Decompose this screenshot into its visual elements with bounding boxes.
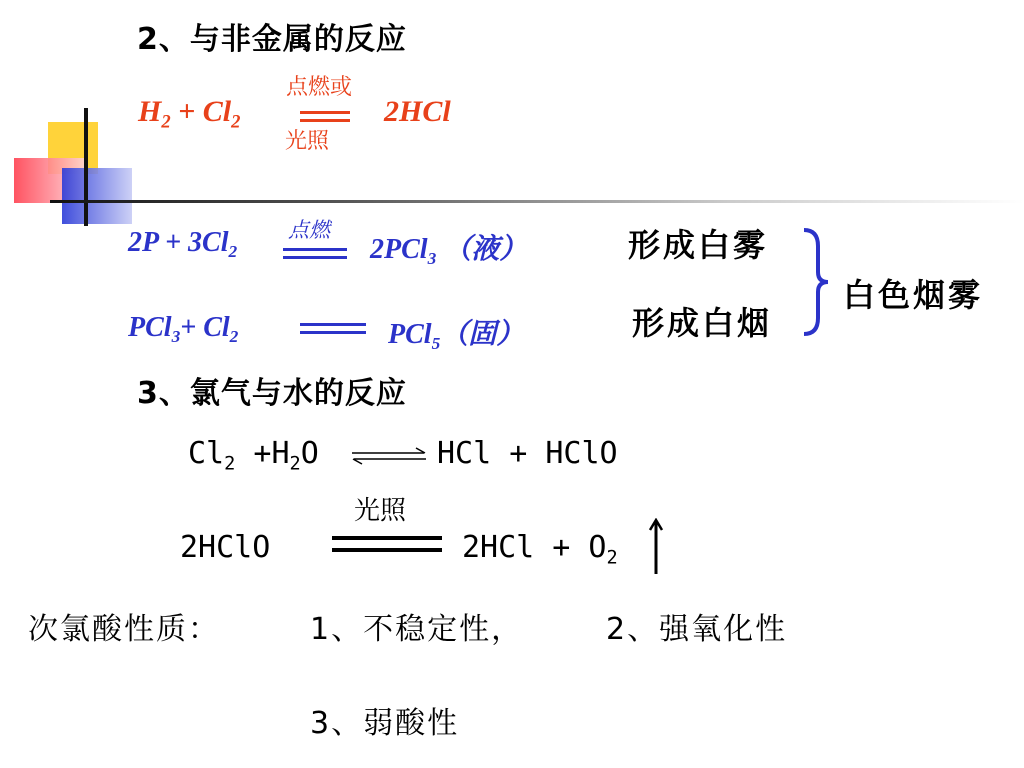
reactant-hclo: 2HClO	[180, 530, 271, 565]
reactants: 2P + 3Cl	[128, 227, 229, 258]
product-pcl3	[370, 227, 527, 267]
observation-white-fog: 形成白雾	[628, 226, 769, 264]
subscript: 2	[606, 547, 618, 569]
subscript: 3	[427, 249, 437, 269]
observation-white-smoke: 形成白烟	[632, 304, 773, 342]
equation-p-cl2	[128, 227, 238, 262]
equals-bar	[332, 536, 442, 540]
condition-ignite-or-light: 点燃或	[286, 75, 353, 100]
subscript: 2	[161, 111, 171, 133]
condition-light: 光照	[285, 129, 330, 154]
subscript: 2	[224, 453, 236, 475]
subscript: 2	[229, 327, 239, 347]
equals-bar	[332, 548, 442, 552]
reactant-cl2: + Cl	[180, 312, 230, 343]
subscript: 2	[228, 242, 238, 262]
hclo-properties-label: 次氯酸性质：	[28, 612, 220, 647]
state-liquid: （液）	[443, 234, 528, 265]
reactant-h: H	[138, 95, 162, 128]
gas-up-arrow-icon	[648, 518, 664, 576]
products-hcl-o2	[462, 530, 618, 569]
equals-bar	[283, 256, 347, 259]
equals-bar	[283, 248, 347, 251]
product-formula: 2PCl	[370, 234, 428, 265]
products-hcl-hclo: HCl + HClO	[437, 436, 618, 471]
section-heading-chlorine-water: 3、氯气与水的反应	[137, 376, 407, 411]
subscript: 2	[289, 453, 301, 475]
plus-sign: +	[170, 95, 203, 128]
property-weak-acid: 3、弱酸性	[310, 706, 460, 741]
subscript: 2	[231, 111, 241, 133]
condition-ignite: 点燃	[288, 218, 330, 242]
reactant-h: +H	[235, 436, 290, 471]
equals-bar	[300, 119, 350, 122]
equals-bar	[300, 323, 366, 326]
state-solid: （固）	[440, 319, 525, 350]
property-strong-oxidizer: 2、强氧化性	[606, 612, 788, 647]
product-pcl5	[388, 312, 524, 352]
section-heading-nonmetal: 2、与非金属的反应	[137, 22, 407, 57]
product-formula: PCl	[388, 319, 432, 350]
equation-pcl3-cl2	[128, 312, 239, 347]
condition-light-2: 光照	[354, 496, 407, 526]
reactant-cl: Cl	[202, 95, 232, 128]
reactant-o: O	[300, 436, 319, 471]
equals-bar	[300, 331, 366, 334]
product-formula: 2HCl + O	[462, 530, 607, 565]
equation-cl2-water	[188, 436, 319, 475]
equals-bar	[300, 111, 350, 114]
reactant-pcl: PCl	[128, 312, 172, 343]
right-brace	[800, 228, 832, 336]
reactant-cl: Cl	[188, 436, 225, 471]
subscript: 3	[171, 327, 181, 347]
property-instability: 1、不稳定性，	[310, 612, 524, 647]
reversible-arrow-icon	[350, 446, 428, 466]
product-hcl: 2HCl	[384, 95, 451, 128]
equation-h2-cl2	[138, 95, 241, 133]
summary-white-smoke-fog: 白色烟雾	[843, 276, 984, 314]
subscript: 5	[431, 334, 441, 354]
